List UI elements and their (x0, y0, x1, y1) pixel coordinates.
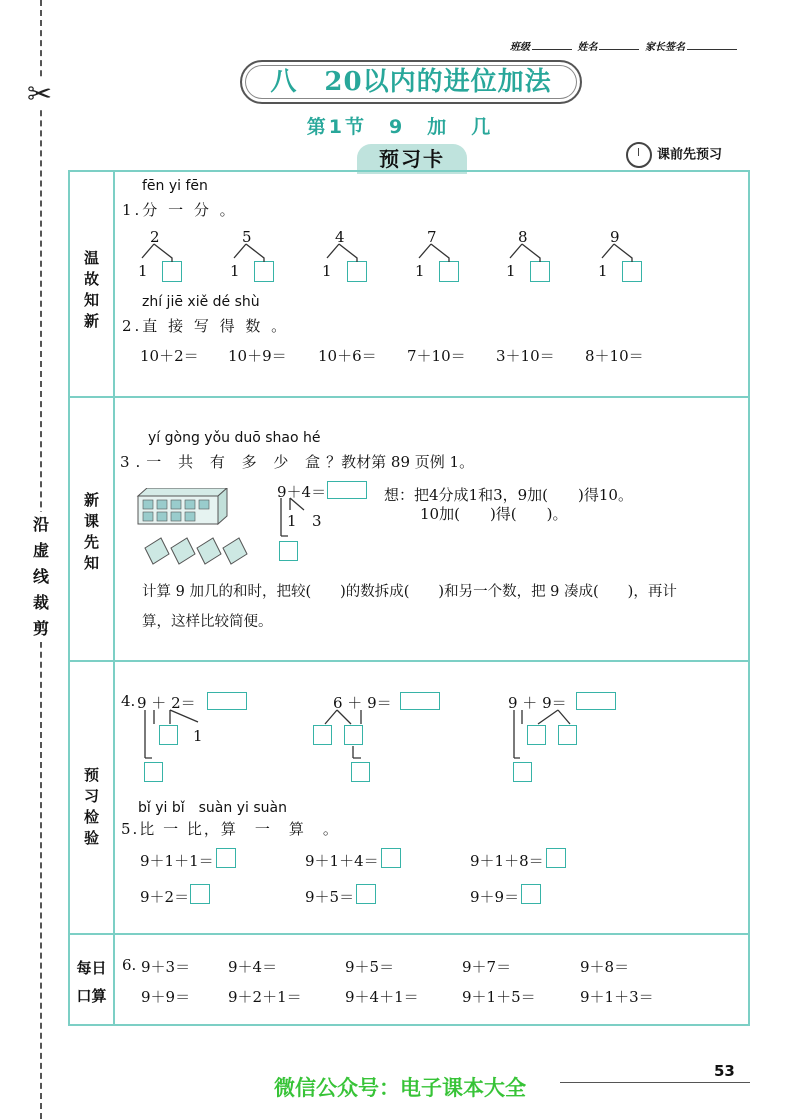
cut-char: 虚 (32, 541, 49, 560)
q6-expression: 9＋1＋3＝ (580, 988, 654, 1006)
parent-signature-label: 家长签名 (644, 42, 685, 53)
header-fields (510, 38, 739, 53)
q1-top-number: 7 (427, 228, 437, 246)
q3-think-line-1: 想：把4分成1和3，9加( )得10。 (384, 486, 633, 504)
q4-equation-3: 9 ＋ 9＝ (508, 694, 567, 712)
cut-char: 剪 (32, 619, 49, 638)
page-number: 53 (714, 1062, 735, 1080)
q1-stem: 1.分 一 分 。 (122, 201, 238, 219)
q6-expression: 9＋3＝ (141, 958, 191, 976)
q3-sum-box[interactable] (279, 541, 298, 561)
q5-expression: 9＋9＝ (470, 888, 520, 906)
q6-expression: 9＋5＝ (345, 958, 395, 976)
q1-top-number: 8 (518, 228, 528, 246)
chapter-title: 八 20以内的进位加法 (270, 67, 552, 97)
q4-answer-box-1[interactable] (207, 692, 247, 710)
q5-answer-box[interactable] (381, 848, 401, 868)
q1-left-number: 1 (506, 262, 516, 280)
card-title-tab: 预习卡 (357, 144, 467, 174)
q1-answer-box[interactable] (162, 261, 182, 282)
row-label-review: 温 故 知 新 (83, 249, 99, 330)
q6-prefix: 6. (122, 956, 137, 974)
q6-expression: 9＋1＋5＝ (462, 988, 536, 1006)
q1-left-number: 1 (598, 262, 608, 280)
row-label-check: 预 习 检 验 (83, 766, 99, 847)
q5-expression: 9＋5＝ (305, 888, 355, 906)
q4-answer-box-2[interactable] (400, 692, 440, 710)
q5-expression: 9＋1＋1＝ (140, 852, 214, 870)
q1-answer-box[interactable] (439, 261, 459, 282)
q4-prefix: 4. (121, 692, 136, 710)
chapter-banner (240, 60, 582, 104)
class-label: 班级 (510, 42, 530, 53)
q4-equation-1: 9 ＋ 2＝ (137, 694, 196, 712)
scissors-icon: ✂ (27, 77, 53, 112)
q2-expression: 10＋9＝ (228, 347, 287, 365)
q6-expression: 9＋8＝ (580, 958, 630, 976)
preview-badge (626, 142, 722, 168)
q5-expression: 9＋2＝ (140, 888, 190, 906)
q1-left-number: 1 (415, 262, 425, 280)
q3-pinyin: yí gòng yǒu duō shao hé (148, 430, 321, 446)
q2-expression: 7＋10＝ (407, 347, 466, 365)
q5-stem: 5.比 一 比，算 一 算 。 (121, 820, 340, 838)
watermark: 微信公众号：电子课本大全 (274, 1076, 526, 1100)
q5-answer-box[interactable] (190, 884, 210, 904)
preview-badge-label: 课前先预习 (657, 147, 723, 163)
row-divider (68, 660, 750, 662)
row-label-daily: 每日 口算 (76, 959, 107, 1005)
q2-expression: 8＋10＝ (585, 347, 644, 365)
q2-expression: 10＋6＝ (318, 347, 377, 365)
q1-answer-box[interactable] (530, 261, 550, 282)
cut-instruction (30, 512, 52, 642)
row-divider (68, 933, 750, 935)
q1-answer-box[interactable] (254, 261, 274, 282)
q3-stem: 3.一 共 有 多 少 盒？教材第 89 页例 1。 (120, 453, 475, 471)
q1-top-number: 4 (335, 228, 345, 246)
q3-split-left: 1 (287, 512, 297, 530)
parent-signature-blank[interactable] (687, 39, 737, 50)
q4-split-lines-2 (315, 708, 385, 768)
q5-answer-box[interactable] (356, 884, 376, 904)
q4-split-lines-1 (140, 708, 210, 768)
q5-expression: 9＋1＋8＝ (470, 852, 544, 870)
q1-answer-box[interactable] (347, 261, 367, 282)
q1-top-number: 2 (150, 228, 160, 246)
q2-expression: 3＋10＝ (496, 347, 555, 365)
q2-expression: 10＋2＝ (140, 347, 199, 365)
q1-left-number: 1 (138, 262, 148, 280)
q2-pinyin: zhí jiē xiě dé shù (142, 294, 260, 310)
q5-answer-box[interactable] (521, 884, 541, 904)
section-title: 第1节 9 加 几 (306, 116, 494, 138)
q3-equation: 9＋4＝ (277, 483, 327, 501)
q1-top-number: 5 (242, 228, 252, 246)
q6-expression: 9＋4＋1＝ (345, 988, 419, 1006)
q4-split-lines-3 (508, 708, 588, 768)
q6-expression: 9＋2＋1＝ (228, 988, 302, 1006)
q3-think-line-2: 10加( )得( )。 (420, 505, 568, 523)
q1-left-number: 1 (230, 262, 240, 280)
q3-split-right: 3 (312, 512, 322, 530)
label-column-divider (113, 170, 115, 1026)
cut-char: 裁 (32, 593, 49, 612)
cut-char: 沿 (32, 515, 49, 534)
q5-answer-box[interactable] (546, 848, 566, 868)
q4-equation-2: 6 ＋ 9＝ (333, 694, 392, 712)
q1-split-lines (130, 240, 660, 262)
q6-expression: 9＋4＝ (228, 958, 278, 976)
q3-answer-box[interactable] (327, 481, 367, 499)
q4-given-number: 1 (193, 727, 203, 745)
boxes-illustration (135, 488, 270, 574)
q1-pinyin: fēn yi fēn (142, 178, 208, 194)
q5-pinyin: bǐ yi bǐ suàn yi suàn (138, 800, 287, 816)
class-blank[interactable] (532, 39, 572, 50)
q6-expression: 9＋9＝ (141, 988, 191, 1006)
row-divider (68, 396, 750, 398)
name-label: 姓名 (577, 42, 598, 53)
alarm-clock-icon (626, 142, 652, 168)
q3-summary-line-1: 计算 9 加几的和时，把较( )的数拆成( )和另一个数，把 9 凑成( )，再计 (142, 584, 677, 600)
q1-left-number: 1 (322, 262, 332, 280)
cut-char: 线 (32, 567, 49, 586)
q2-stem: 2.直 接 写 得 数 。 (122, 317, 290, 335)
name-blank[interactable] (599, 39, 639, 50)
row-label-new-knowledge: 新 课 先 知 (83, 491, 99, 572)
q6-expression: 9＋7＝ (462, 958, 512, 976)
q3-summary-line-2: 算，这样比较简便。 (142, 614, 273, 630)
q5-answer-box[interactable] (216, 848, 236, 868)
q1-top-number: 9 (610, 228, 620, 246)
q1-answer-box[interactable] (622, 261, 642, 282)
q5-expression: 9＋1＋4＝ (305, 852, 379, 870)
